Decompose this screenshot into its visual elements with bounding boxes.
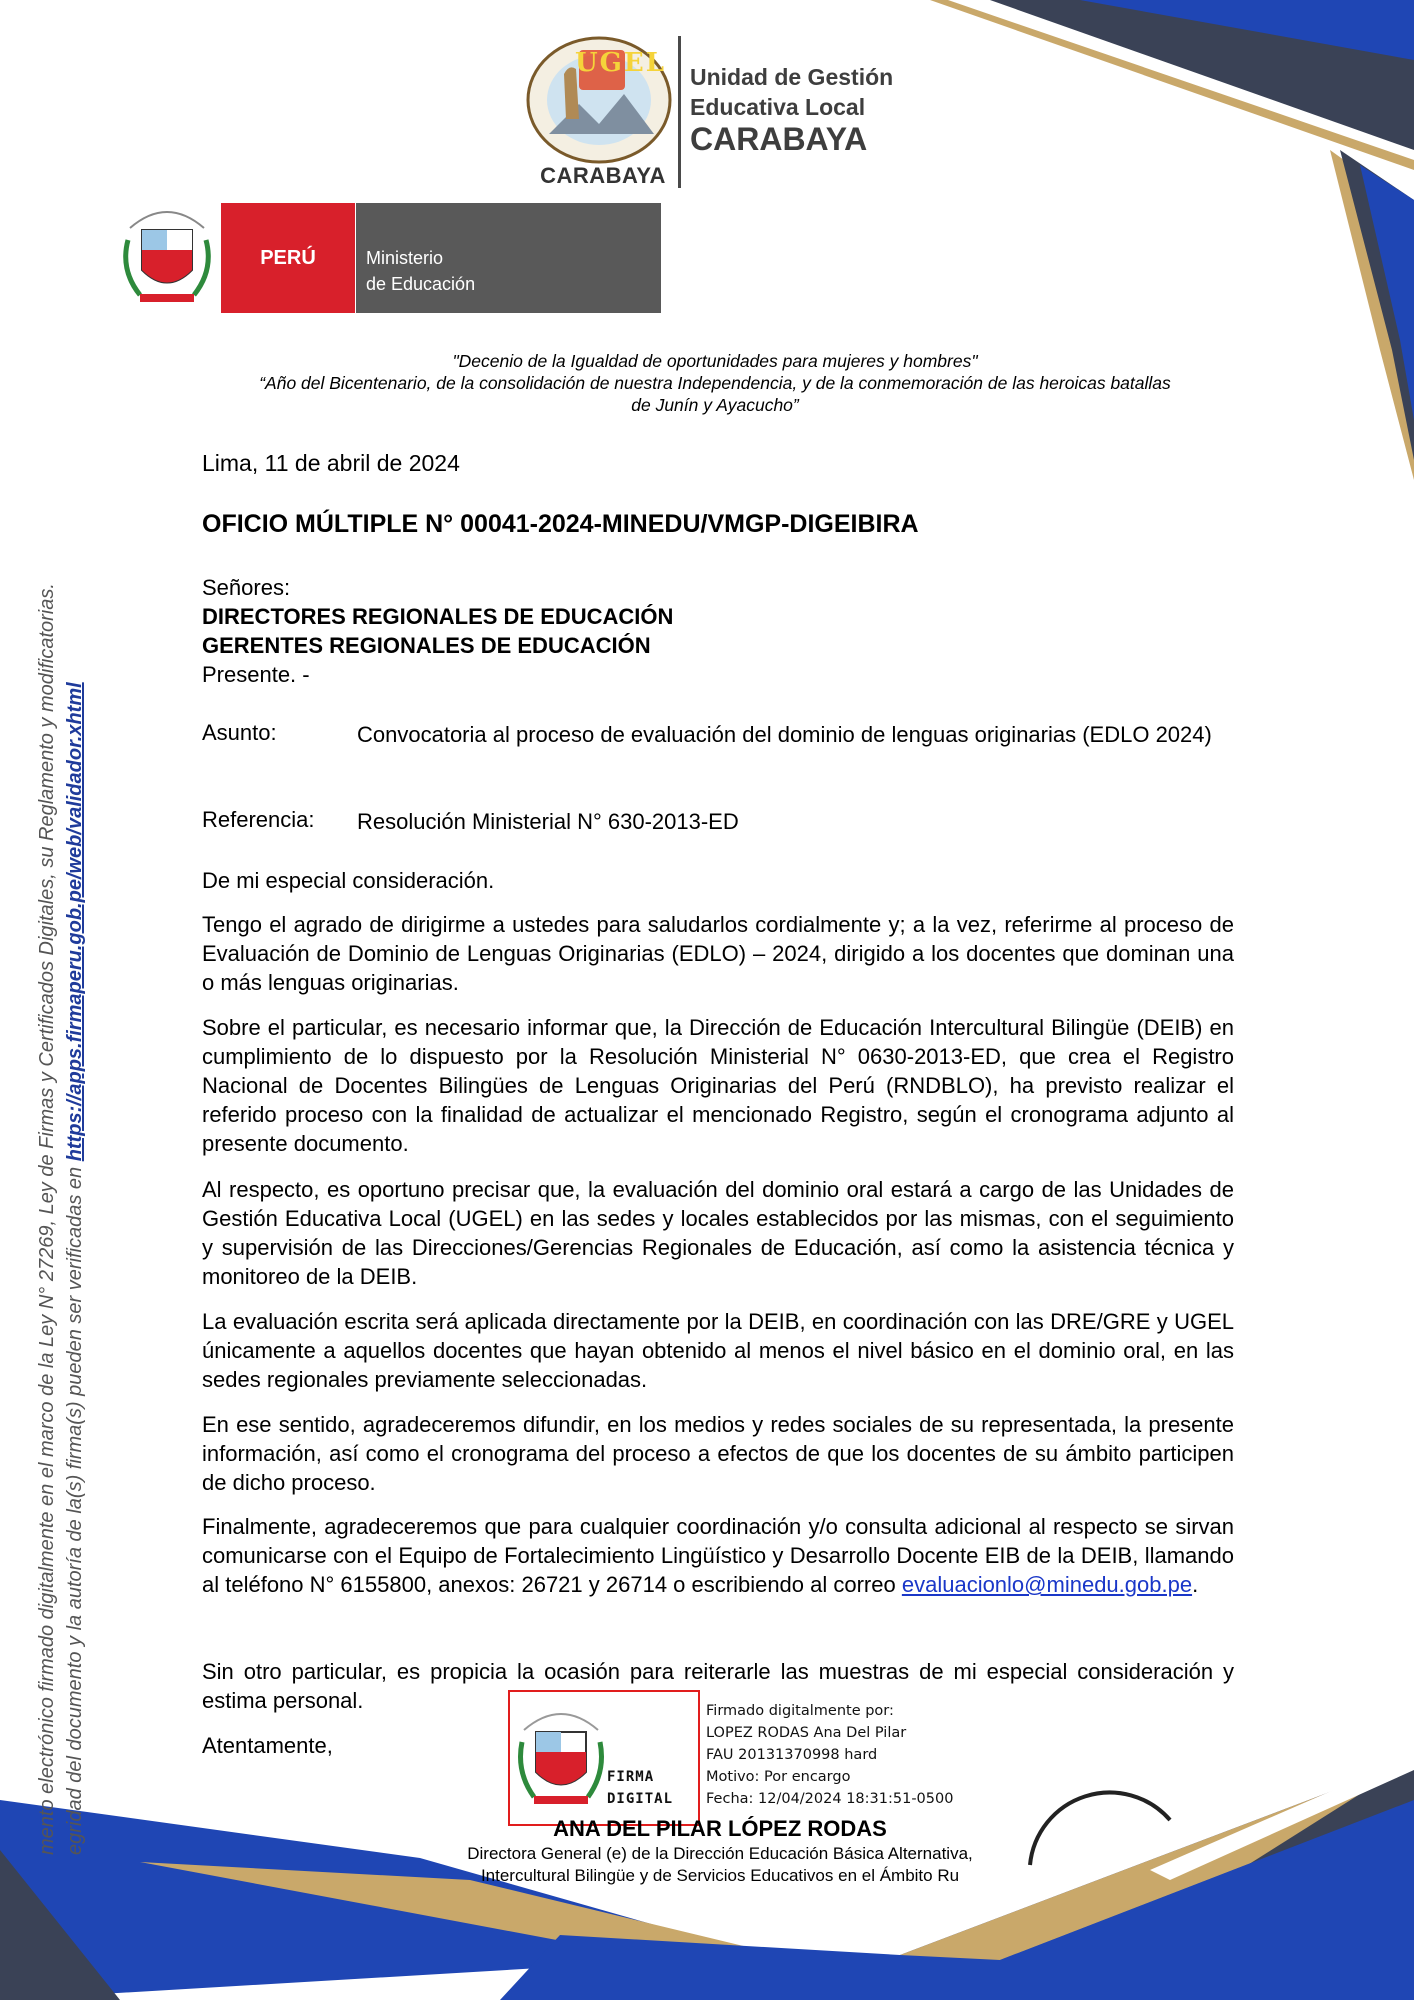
- paragraph-5: En ese sentido, agradeceremos difundir, en los medios y redes sociales de su representada, la presente información, así como el cronograma del proceso a efectos de que los docentes de su ámbito participen de dicho proceso.: [202, 1412, 1234, 1495]
- ugel-title-line1: Unidad de Gestión: [690, 64, 894, 90]
- sign-off: Atentamente,: [202, 1733, 333, 1758]
- recipient-gerentes: GERENTES REGIONALES DE EDUCACIÓN: [202, 633, 651, 658]
- digital-signature-stamp: [508, 1690, 700, 1826]
- ministry-brand-box: [356, 203, 661, 313]
- stamp-line2: DIGITAL: [607, 1791, 674, 1807]
- asunto-value: Convocatoria al proceso de evaluación del dominio de lenguas originarias (EDLO 2024): [357, 722, 1212, 747]
- ministry-line1: Ministerio: [366, 248, 444, 268]
- sig-info-line3: FAU 20131370998 hard: [706, 1747, 878, 1763]
- signature-info: [706, 1700, 953, 1810]
- stamp-coat-of-arms-icon: [516, 1702, 606, 1814]
- contact-email-link[interactable]: evaluacionlo@minedu.gob.pe: [901, 1572, 1193, 1597]
- header-divider: [678, 36, 681, 188]
- sig-info-line2: LOPEZ RODAS Ana Del Pilar: [706, 1725, 907, 1741]
- legal-note-line2: [61, 315, 89, 1855]
- stamp-line1: FIRMA: [607, 1769, 655, 1785]
- ugel-title-line2: Educativa Local: [690, 94, 866, 120]
- paragraph-2: Sobre el particular, es necesario informar que, la Dirección de Educación Intercultural Bilingüe (DEIB) en cumplimiento de lo dispuesto por la Resolución Ministerial N° 0630-2013-ED, que crea el Registro Nacional de Docentes Bilingües de Lenguas Originarias del Perú (RNDBLO), ha previsto realizar el referido proceso con la finalidad de actualizar el mencionado Registro, según el cronograma adjunto al presente documento.: [202, 1015, 1234, 1156]
- legal-note-line1: mento electrónico firmado digitalmente en el marco de la Ley N° 27269, Ley de Firmas y Certificados Digitales, su Reglamento y modificatorias.: [36, 583, 58, 1855]
- referencia-label: Referencia:: [202, 807, 315, 832]
- letter-title: OFICIO MÚLTIPLE N° 00041-2024-MINEDU/VMGP-DIGEIBIRA: [202, 510, 919, 538]
- paragraph-6-end: .: [1192, 1572, 1199, 1597]
- signer-role-line1: Directora General (e) de la Dirección Educación Básica Alternativa,: [467, 1844, 973, 1863]
- sig-info-line4: Motivo: Por encargo: [706, 1769, 851, 1785]
- coat-of-arms-icon: [120, 200, 214, 312]
- decenio-line2: “Año del Bicentenario, de la consolidación de nuestra Independencia, y de la conmemoración de las heroicas batallas: [259, 373, 1171, 393]
- ugel-title: [690, 62, 894, 157]
- peru-brand-box: PERÚ: [221, 203, 355, 313]
- decenio-heading: [190, 350, 1240, 416]
- paragraph-1: Tengo el agrado de dirigirme a ustedes para saludarlos cordialmente y; a la vez, referirme al proceso de Evaluación de Dominio de Lenguas Originarias (EDLO) – 2024, dirigido a los docentes que dominan una o más lenguas originarias.: [202, 912, 1234, 995]
- paragraph-3: Al respecto, es oportuno precisar que, la evaluación del dominio oral estará a cargo de las Unidades de Gestión Educativa Local (UGEL) en las sedes y locales establecidos por las mismas, con el seguimiento y supervisión de las Direcciones/Gerencias Regionales de Educación, así como la asistencia técnica y monitoreo de la DEIB.: [202, 1177, 1234, 1289]
- paragraph-4: La evaluación escrita será aplicada directamente por la DEIB, en coordinación con las DRE/GRE y UGEL únicamente a aquellos docentes que hayan obtenido al menos el nivel básico en el dominio oral, en las sedes regionales previamente seleccionadas.: [202, 1309, 1234, 1392]
- decenio-line1: "Decenio de la Igualdad de oportunidades para mujeres y hombres": [452, 351, 978, 371]
- paragraph-6-text: Finalmente, agradeceremos que para cualquier coordinación y/o consulta adicional al respecto se sirvan comunicarse con el Equipo de Fortalecimiento Lingüístico y Desarrollo Docente EIB de la DEIB, llamando al teléfono N° 6155800, anexos: 26721 y 26714 o escribiendo al correo: [202, 1514, 1234, 1597]
- salutation: Señores:: [202, 575, 291, 600]
- letter-date: Lima, 11 de abril de 2024: [202, 450, 460, 476]
- ugel-logo-letters: UGEL: [575, 48, 666, 78]
- ugel-logo-caption: CARABAYA: [540, 163, 666, 188]
- stamp-text: [607, 1766, 673, 1810]
- asunto-label: Asunto:: [202, 720, 277, 745]
- signer-name: ANA DEL PILAR LÓPEZ RODAS: [553, 1816, 887, 1841]
- ministry-line2: de Educación: [366, 274, 476, 294]
- signer-role: [380, 1843, 1060, 1887]
- signer-role-line2: Intercultural Bilingüe y de Servicios Educativos en el Ámbito Ru: [480, 1866, 960, 1885]
- referencia-value: Resolución Ministerial N° 630-2013-ED: [357, 809, 739, 834]
- recipient-directores: DIRECTORES REGIONALES DE EDUCACIÓN: [202, 604, 674, 629]
- greeting: De mi especial consideración.: [202, 868, 495, 893]
- sig-info-line5: Fecha: 12/04/2024 18:31:51-0500: [706, 1791, 954, 1807]
- paragraph-6: [202, 1512, 1234, 1599]
- ugel-title-line3: CARABAYA: [690, 121, 868, 157]
- digital-signature-legal-note: [33, 315, 89, 1855]
- decenio-line3: de Junín y Ayacucho”: [631, 395, 799, 415]
- legal-note-line2-text: egridad del documento y la autoría de la(s) firma(s) pueden ser verificadas en: [64, 1166, 86, 1855]
- sig-info-line1: Firmado digitalmente por:: [706, 1703, 894, 1719]
- closing-paragraph: Sin otro particular, es propicia la ocasión para reiterarle las muestras de mi especial consideración y estima personal.: [202, 1659, 1234, 1713]
- validator-link[interactable]: https://apps.firmaperu.gob.pe/web/validador.xhtml: [64, 682, 86, 1162]
- recipients-block: [202, 573, 1234, 689]
- presente: Presente. -: [202, 662, 310, 687]
